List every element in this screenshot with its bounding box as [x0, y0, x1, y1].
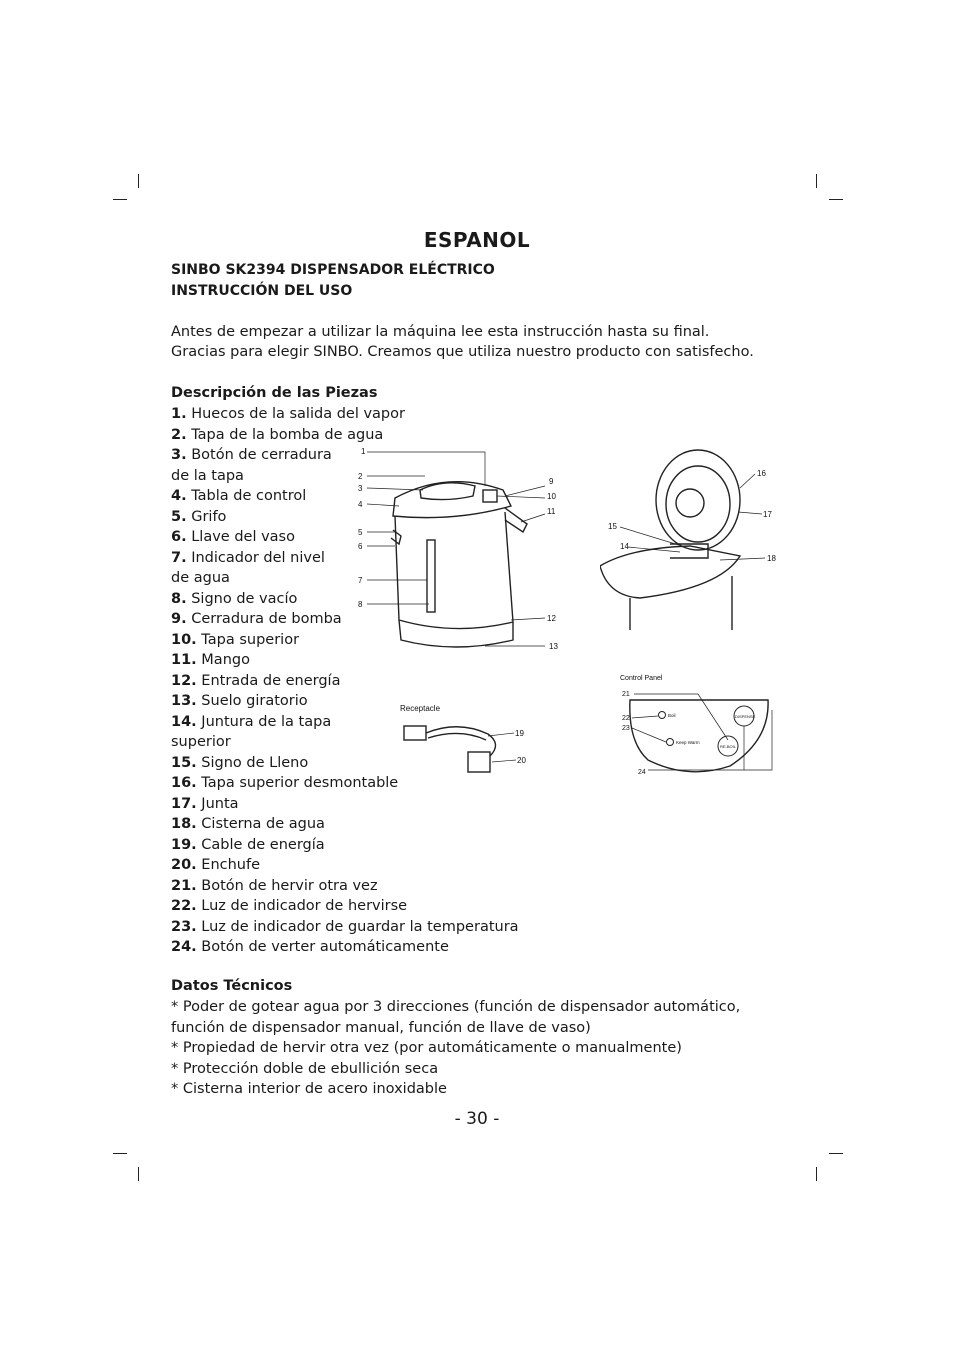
callout-label: 11: [547, 507, 556, 516]
list-item: 2. Tapa de la bomba de agua: [171, 426, 384, 443]
control-panel-label: Control Panel: [620, 675, 663, 682]
callout-label: 3: [358, 484, 363, 493]
panel-keep-warm-label: Keep Warm: [676, 740, 700, 745]
intro-line: Gracias para elegir SINBO. Creamos que utiliza nuestro producto con satisfecho.: [171, 344, 754, 360]
crop-mark: [138, 1167, 139, 1181]
callout-label: 21: [622, 691, 630, 698]
callout-label: 2: [358, 472, 363, 481]
page-number: - 30 -: [454, 1109, 500, 1129]
crop-mark: [829, 199, 843, 200]
callout-label: 10: [547, 492, 556, 501]
callout-label: 15: [608, 522, 617, 531]
list-item: 11. Mango: [171, 652, 250, 668]
intro-line: Antes de empezar a utilizar la máquina lee esta instrucción hasta su final.: [171, 324, 710, 340]
list-item: 19. Cable de energía: [171, 836, 325, 853]
list-item: 7. Indicador del nivel de agua: [171, 549, 325, 586]
callout-label: 1: [361, 447, 366, 456]
list-item: 10. Tapa superior: [171, 631, 300, 648]
callout-label: 17: [763, 510, 772, 519]
panel-dispense-label: DISPENSE: [735, 714, 756, 719]
parts-heading: Descripción de las Piezas: [171, 385, 378, 401]
list-item: 13. Suelo giratorio: [171, 693, 308, 709]
page-title: ESPANOL: [423, 228, 531, 252]
dispenser-diagram: [355, 440, 570, 660]
list-item: 6. Llave del vaso: [171, 529, 295, 545]
crop-mark: [113, 199, 127, 200]
list-item: 15. Signo de Lleno: [171, 754, 309, 771]
list-item: * Cisterna interior de acero inoxidable: [171, 1081, 447, 1097]
list-item: 18. Cisterna de agua: [171, 816, 325, 832]
list-item: 16. Tapa superior desmontable: [171, 775, 399, 791]
list-item: * Protección doble de ebullición seca: [171, 1060, 439, 1077]
callout-label: 6: [358, 542, 363, 551]
crop-mark: [113, 1153, 127, 1154]
list-item: 24. Botón de verter automáticamente: [171, 939, 449, 955]
specs-list: [171, 997, 791, 1100]
callout-label: 16: [757, 469, 766, 478]
manual-title: INSTRUCCIÓN DEL USO: [171, 283, 353, 299]
list-item: * Poder de gotear agua por 3 direcciones (función de dispensador automático, función de dispensador manual, función de llave de vaso): [171, 999, 741, 1036]
receptacle-label: Receptacle: [400, 704, 441, 713]
crop-mark: [816, 1167, 817, 1181]
crop-mark: [816, 174, 817, 188]
control-panel-diagram: [618, 670, 778, 780]
callout-label: 12: [547, 614, 556, 623]
callout-label: 4: [358, 500, 363, 509]
list-item: 23. Luz de indicador de guardar la temperatura: [171, 918, 519, 935]
callout-label: 8: [358, 600, 363, 609]
list-item: 3. Botón de cerradura de la tapa: [171, 447, 332, 484]
list-item: 9. Cerradura de bomba: [171, 611, 342, 627]
callout-label: 24: [638, 769, 646, 776]
receptacle-diagram: [398, 700, 538, 780]
callout-label: 20: [517, 756, 526, 765]
list-item: * Propiedad de hervir otra vez (por automáticamente o manualmente): [171, 1040, 682, 1056]
list-item: 1. Huecos de la salida del vapor: [171, 406, 405, 422]
panel-reboil-label: RE-BOIL: [720, 744, 737, 749]
crop-mark: [829, 1153, 843, 1154]
callout-label: 14: [620, 542, 629, 551]
callout-label: 19: [515, 729, 524, 738]
panel-boil-label: Boil: [668, 713, 676, 718]
list-item: 22. Luz de indicador de hervirse: [171, 898, 408, 914]
callout-label: 23: [622, 725, 630, 732]
list-item: 20. Enchufe: [171, 857, 261, 873]
open-dispenser-diagram: [600, 448, 785, 633]
list-item: 4. Tabla de control: [171, 488, 307, 504]
list-item: 8. Signo de vacío: [171, 590, 298, 607]
list-item: 5. Grifo: [171, 508, 227, 525]
callout-label: 13: [549, 642, 558, 651]
product-title: SINBO SK2394 DISPENSADOR ELÉCTRICO: [171, 262, 495, 278]
callout-label: 5: [358, 528, 363, 537]
list-item: 21. Botón de hervir otra vez: [171, 877, 378, 894]
specs-heading: Datos Técnicos: [171, 978, 293, 994]
callout-label: 9: [549, 477, 554, 486]
list-item: 14. Juntura de la tapa superior: [171, 713, 332, 750]
list-item: 17. Junta: [171, 795, 239, 812]
callout-label: 18: [767, 554, 776, 563]
callout-label: 7: [358, 576, 363, 585]
crop-mark: [138, 174, 139, 188]
callout-label: 22: [622, 715, 630, 722]
list-item: 12. Entrada de energía: [171, 672, 341, 689]
